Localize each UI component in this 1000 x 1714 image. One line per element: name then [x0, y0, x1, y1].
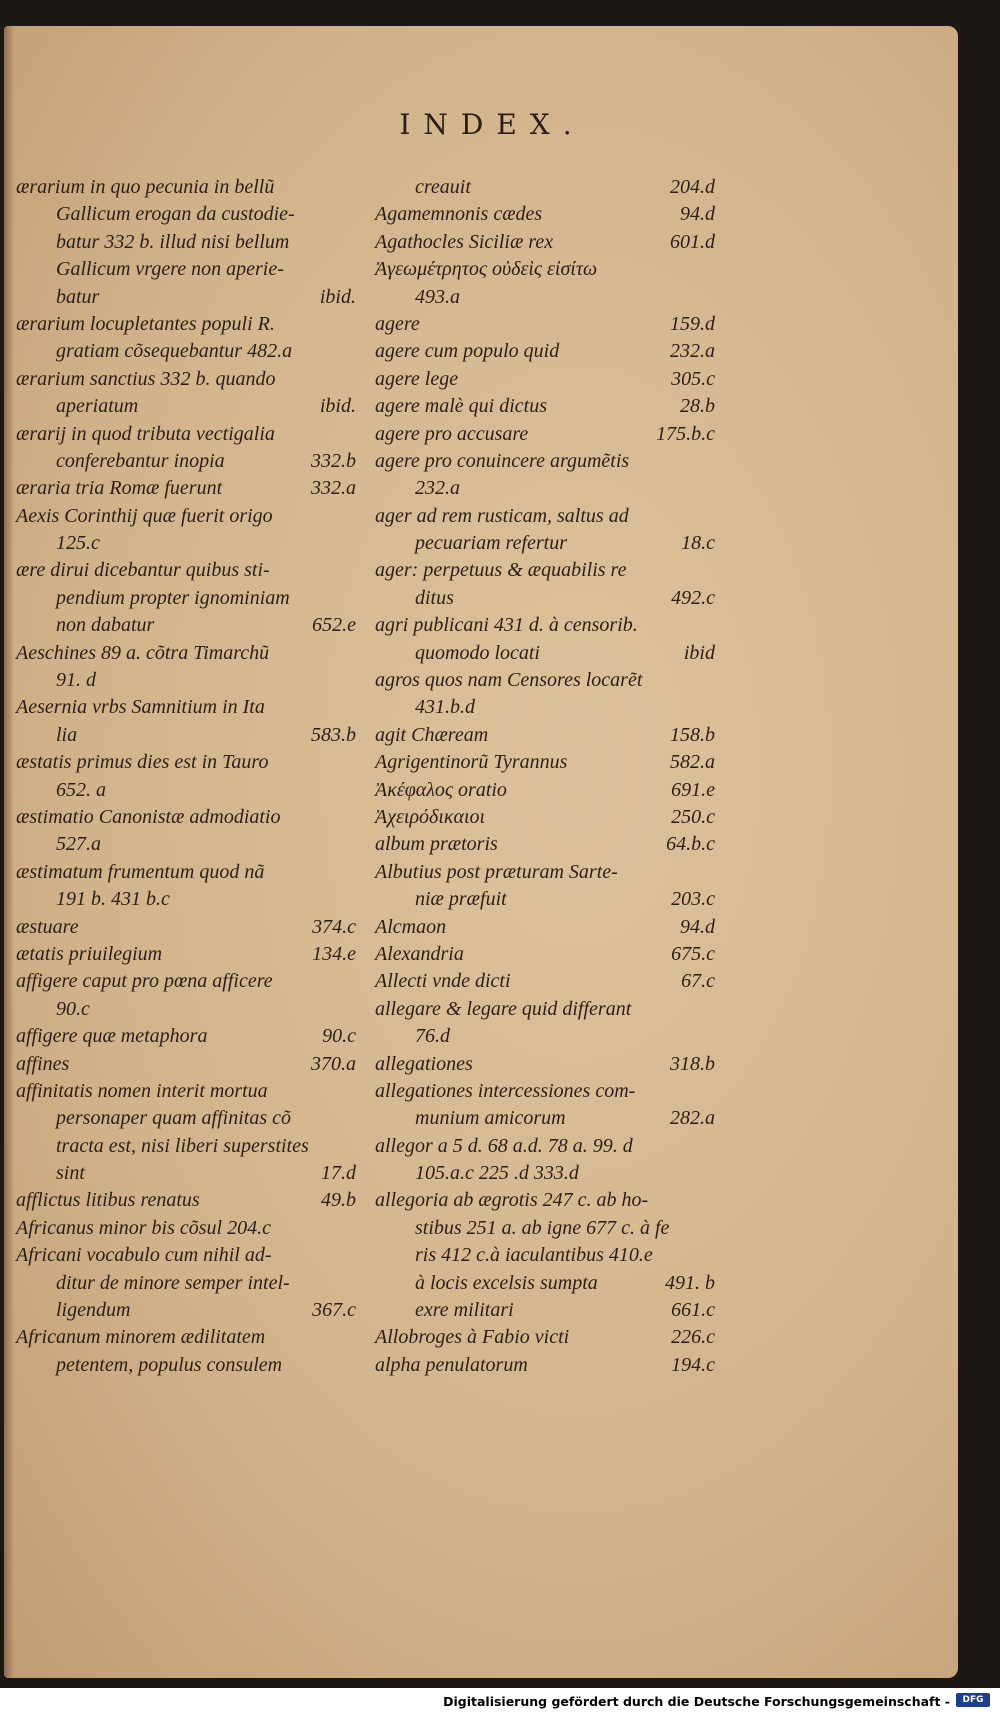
entry-text: affinitatis nomen interit mortua — [16, 1079, 268, 1102]
entry-reference: 661.c — [671, 1299, 715, 1322]
entry-text: album prætoris — [375, 833, 498, 856]
entry-text: 125.c — [56, 532, 100, 555]
entry-reference: 134.e — [312, 942, 356, 965]
entry-text: æstimatum frumentum quod nã — [16, 860, 265, 883]
entry-text: petentem, populus consulem — [56, 1353, 283, 1376]
index-entry — [375, 1270, 715, 1297]
index-entry — [16, 284, 356, 311]
entry-text: Agrigentinorũ Tyrannus — [375, 751, 568, 774]
index-entry — [375, 914, 715, 941]
entry-text: lia — [56, 723, 78, 746]
entry-reference: 18.c — [681, 532, 715, 555]
index-entry — [16, 311, 356, 338]
entry-text: Aexis Corinthij quæ fuerit origo — [16, 504, 273, 527]
index-entry — [16, 804, 356, 831]
entry-text: non dabatur — [56, 614, 155, 637]
index-entry — [375, 1051, 715, 1078]
index-entry — [16, 749, 356, 776]
entry-text: Alexandria — [375, 942, 464, 965]
entry-text: ager: perpetuus & æquabilis re — [375, 559, 627, 582]
entry-reference: 49.b — [321, 1189, 356, 1212]
entry-text: 232.a — [415, 477, 460, 500]
entry-text: agit Chæream — [375, 723, 489, 746]
index-entry — [16, 1297, 356, 1324]
entry-text: tracta est, nisi liberi superstites — [56, 1134, 309, 1157]
entry-text: affigere caput pro pœna afficere — [16, 970, 273, 993]
entry-text: sint — [56, 1162, 85, 1185]
index-entry — [16, 256, 356, 283]
entry-text: ærarij in quod tributa vectigalia — [16, 422, 275, 445]
entry-reference: 675.c — [671, 942, 715, 965]
entry-text: à locis excelsis sumpta — [415, 1271, 598, 1294]
entry-text: 191 b. 431 b.c — [56, 888, 170, 911]
entry-text: ligendum — [56, 1299, 131, 1322]
entry-text: Agathocles Siciliæ rex — [375, 230, 554, 253]
entry-text: creauit — [415, 176, 471, 198]
index-entry — [16, 1215, 356, 1242]
entry-reference: ibid — [683, 641, 715, 664]
entry-reference: 332.a — [311, 477, 356, 500]
index-entry — [375, 475, 715, 502]
entry-text: Ἀκέφαλος oratio — [375, 778, 507, 801]
entry-reference: 159.d — [670, 312, 715, 335]
funding-notice: Digitalisierung gefördert durch die Deutsche Forschungsgemeinschaft - — [443, 1694, 950, 1709]
entry-text: alpha penulatorum — [375, 1353, 528, 1376]
entry-text: gratiam cõsequebantur 482.a — [56, 340, 293, 363]
entry-text: 91. d — [56, 669, 96, 692]
index-entry — [375, 421, 715, 448]
index-entry — [16, 421, 356, 448]
entry-text: allegationes intercessiones com- — [375, 1079, 636, 1102]
entry-text: æstuare — [16, 915, 79, 938]
entry-text: ærarium in quo pecunia in bellũ — [16, 176, 275, 198]
entry-text: 431.b.d — [415, 696, 475, 719]
entry-reference: 90.c — [322, 1025, 356, 1048]
index-entry — [16, 1187, 356, 1214]
entry-reference: 305.c — [671, 367, 715, 390]
entry-text: stibus 251 a. ab igne 677 c. à fe — [415, 1216, 670, 1239]
entry-reference: 158.b — [670, 723, 715, 746]
entry-text: ærarium locupletantes populi R. — [16, 312, 275, 335]
index-column-left — [16, 174, 356, 1379]
dfg-logo: DFG — [956, 1693, 990, 1707]
entry-reference: 601.d — [670, 230, 715, 253]
index-entry — [16, 640, 356, 667]
entry-text: 76.d — [415, 1025, 450, 1048]
index-entry — [375, 338, 715, 365]
index-entry — [375, 640, 715, 667]
index-entry — [16, 694, 356, 721]
entry-text: Albutius post præturam Sarte- — [375, 860, 618, 883]
index-entry — [375, 749, 715, 776]
index-entry — [375, 174, 715, 201]
entry-reference: 582.a — [670, 751, 715, 774]
index-entry — [16, 1352, 356, 1379]
index-entry — [375, 886, 715, 913]
entry-reference: 583.b — [311, 723, 356, 746]
index-entry — [375, 503, 715, 530]
index-entry — [16, 393, 356, 420]
entry-text: æstatis primus dies est in Tauro — [16, 751, 269, 774]
index-entry — [375, 1297, 715, 1324]
entry-text: Aesernia vrbs Samnitium in Ita — [16, 696, 265, 719]
entry-text: agere pro accusare — [375, 422, 529, 445]
index-entry — [375, 448, 715, 475]
index-entry — [16, 777, 356, 804]
entry-text: Africani vocabulo cum nihil ad- — [16, 1244, 272, 1267]
index-entry — [16, 1270, 356, 1297]
index-entry — [16, 1242, 356, 1269]
index-entry — [375, 968, 715, 995]
index-entry — [16, 941, 356, 968]
index-entry — [375, 996, 715, 1023]
index-entry — [375, 366, 715, 393]
entry-text: batur — [56, 285, 100, 308]
entry-text: ditur de minore semper intel- — [56, 1271, 290, 1294]
entry-text: Agamemnonis cædes — [375, 203, 543, 226]
entry-reference: 175.b.c — [656, 422, 715, 445]
index-entry — [375, 804, 715, 831]
index-entry — [375, 256, 715, 283]
entry-reference: 67.c — [681, 970, 715, 993]
entry-text: ditus — [415, 586, 454, 609]
entry-text: niæ præfuit — [415, 888, 507, 911]
index-entry — [16, 475, 356, 502]
index-entry — [375, 941, 715, 968]
index-entry — [375, 585, 715, 612]
entry-reference: 203.c — [671, 888, 715, 911]
index-entry — [16, 585, 356, 612]
entry-text: conferebantur inopia — [56, 449, 225, 472]
entry-text: pendium propter ignominiam — [56, 586, 290, 609]
entry-reference: 318.b — [670, 1052, 715, 1075]
entry-reference: 367.c — [312, 1299, 356, 1322]
footer-bar — [0, 1688, 1000, 1714]
index-entry — [375, 201, 715, 228]
index-entry — [16, 366, 356, 393]
index-entry — [16, 914, 356, 941]
index-entry — [375, 777, 715, 804]
index-entry — [375, 284, 715, 311]
index-entry — [16, 612, 356, 639]
entry-reference: 232.a — [670, 340, 715, 363]
entry-text: ager ad rem rusticam, saltus ad — [375, 504, 629, 527]
entry-reference: 28.b — [680, 395, 715, 418]
entry-text: 527.a — [56, 833, 101, 856]
entry-text: Ἀγεωμέτρητος οὐδεὶς εἰσίτω — [375, 258, 598, 281]
entry-text: Africanus minor bis cõsul 204.c — [16, 1216, 271, 1239]
index-entry — [16, 448, 356, 475]
index-entry — [16, 338, 356, 365]
entry-text: Aeschines 89 a. cõtra Timarchũ — [16, 641, 270, 664]
entry-text: ris 412 c.à iaculantibus 410.e — [415, 1244, 653, 1267]
index-entry — [16, 1133, 356, 1160]
index-entry — [16, 996, 356, 1023]
index-entry — [375, 1023, 715, 1050]
entry-text: allegare & legare quid differant — [375, 997, 632, 1020]
entry-text: afflictus litibus renatus — [16, 1189, 200, 1212]
entry-text: exre militari — [415, 1299, 514, 1322]
entry-reference: 491. b — [665, 1271, 715, 1294]
index-entry — [16, 722, 356, 749]
index-entry — [375, 831, 715, 858]
entry-reference: 652.e — [312, 614, 356, 637]
index-entry — [16, 1324, 356, 1351]
entry-text: munium amicorum — [415, 1107, 566, 1130]
index-entry — [375, 229, 715, 256]
index-entry — [375, 1133, 715, 1160]
entry-text: agere lege — [375, 367, 459, 390]
index-entry — [375, 1324, 715, 1351]
index-entry — [375, 1078, 715, 1105]
index-entry — [16, 859, 356, 886]
index-entry — [375, 1242, 715, 1269]
index-entry — [16, 968, 356, 995]
index-entry — [375, 311, 715, 338]
index-entry — [16, 1078, 356, 1105]
entry-text: ærarium sanctius 332 b. quando — [16, 367, 276, 390]
index-entry — [375, 722, 715, 749]
entry-reference: 17.d — [321, 1162, 356, 1185]
index-entry — [375, 1215, 715, 1242]
entry-text: agros quos nam Censores locarẽt — [375, 669, 643, 692]
entry-text: ære dirui dicebantur quibus sti- — [16, 559, 270, 582]
index-entry — [375, 1105, 715, 1132]
index-entry — [375, 530, 715, 557]
entry-text: æraria tria Romæ fuerunt — [16, 477, 223, 500]
entry-text: allegoria ab ægrotis 247 c. ab ho- — [375, 1189, 649, 1212]
entry-reference: 250.c — [671, 805, 715, 828]
entry-text: agere malè qui dictus — [375, 395, 548, 418]
entry-reference: 64.b.c — [666, 833, 715, 856]
index-entry — [375, 1187, 715, 1214]
entry-text: agere pro conuincere argumẽtis — [375, 449, 630, 472]
entry-text: affines — [16, 1052, 70, 1075]
index-entry — [16, 557, 356, 584]
entry-text: 105.a.c 225 .d 333.d — [415, 1162, 579, 1185]
entry-text: 652. a — [56, 778, 106, 801]
index-entry — [16, 831, 356, 858]
entry-text: 90.c — [56, 997, 90, 1020]
index-entry — [16, 503, 356, 530]
index-entry — [16, 667, 356, 694]
entry-text: batur 332 b. illud nisi bellum — [56, 230, 290, 253]
entry-text: Allobroges à Fabio victi — [375, 1326, 570, 1349]
entry-reference: 282.a — [670, 1107, 715, 1130]
index-entry — [16, 1160, 356, 1187]
entry-text: affigere quæ metaphora — [16, 1025, 208, 1048]
index-entry — [16, 1023, 356, 1050]
index-entry — [16, 886, 356, 913]
entry-text: personaper quam affinitas cõ — [56, 1107, 291, 1130]
entry-text: agere — [375, 312, 420, 335]
book-page — [4, 26, 958, 1678]
entry-text: agere cum populo quid — [375, 340, 560, 363]
entry-text: quomodo locati — [415, 641, 540, 664]
entry-reference: 332.b — [311, 449, 356, 472]
index-entry — [16, 1105, 356, 1132]
page-edge-shadow — [4, 26, 14, 1678]
entry-reference: 370.a — [311, 1052, 356, 1075]
index-entry — [375, 393, 715, 420]
index-entry — [16, 1051, 356, 1078]
entry-text: ætatis priuilegium — [16, 942, 163, 965]
index-entry — [16, 530, 356, 557]
page-title: INDEX. — [399, 108, 585, 141]
entry-reference: 226.c — [671, 1326, 715, 1349]
entry-reference: 194.c — [671, 1353, 715, 1376]
entry-text: æstimatio Canonistæ admodiatio — [16, 805, 281, 828]
entry-text: Ἀχειρόδικαιοι — [375, 805, 486, 828]
index-entry — [16, 229, 356, 256]
entry-reference: ibid. — [319, 395, 356, 418]
index-entry — [375, 612, 715, 639]
entry-text: Allecti vnde dicti — [375, 970, 511, 993]
index-entry — [375, 667, 715, 694]
index-entry — [16, 201, 356, 228]
entry-reference: ibid. — [319, 285, 356, 308]
entry-reference: 204.d — [670, 176, 715, 198]
index-entry — [16, 174, 356, 201]
entry-reference: 94.d — [680, 203, 715, 226]
index-entry — [375, 1160, 715, 1187]
entry-text: Gallicum vrgere non aperie- — [56, 258, 284, 281]
entry-text: Alcmaon — [375, 915, 447, 938]
entry-text: aperiatum — [56, 395, 139, 418]
entry-text: pecuariam refertur — [415, 532, 568, 555]
entry-reference: 94.d — [680, 915, 715, 938]
entry-text: 493.a — [415, 285, 460, 308]
entry-text: agri publicani 431 d. à censorib. — [375, 614, 638, 637]
entry-text: Gallicum erogan da custodie- — [56, 203, 295, 226]
index-entry — [375, 694, 715, 721]
index-entry — [375, 557, 715, 584]
index-column-right — [375, 174, 715, 1379]
index-entry — [375, 1352, 715, 1379]
entry-reference: 492.c — [671, 586, 715, 609]
entry-text: allegor a 5 d. 68 a.d. 78 a. 99. d — [375, 1134, 633, 1157]
entry-reference: 374.c — [312, 915, 356, 938]
entry-text: Africanum minorem ædilitatem — [16, 1326, 266, 1349]
entry-reference: 691.e — [671, 778, 715, 801]
entry-text: allegationes — [375, 1052, 473, 1075]
index-entry — [375, 859, 715, 886]
